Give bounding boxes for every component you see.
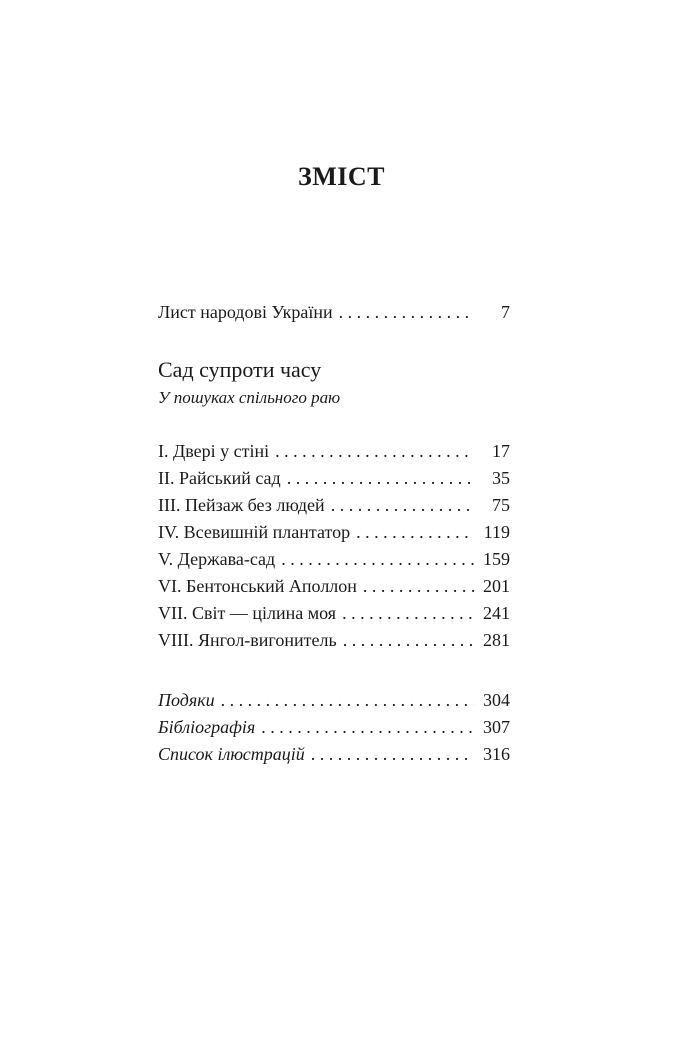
toc-entry-label: IV. Всевишній плантатор xyxy=(158,522,351,542)
toc-entry-page: 119 xyxy=(483,522,510,542)
dot-leader xyxy=(221,687,474,713)
toc-entry-label: Бібліографія xyxy=(158,717,256,737)
dot-leader xyxy=(311,741,474,767)
toc-entry-label: VI. Бентонський Аполлон xyxy=(158,576,357,596)
dot-leader xyxy=(356,519,474,545)
toc-entry-back-matter xyxy=(158,714,510,740)
toc-entry-chapter xyxy=(158,465,510,491)
dot-leader xyxy=(261,714,474,740)
toc-entry-label: III. Пейзаж без людей xyxy=(158,495,325,515)
toc-entry-page: 316 xyxy=(483,744,510,764)
toc-entry-label: Лист народові України xyxy=(158,302,333,322)
dot-leader xyxy=(343,627,474,653)
toc-entry-label: Список ілюстрацій xyxy=(158,744,305,764)
toc-entry-page: 304 xyxy=(483,690,510,710)
toc-entry-page: 241 xyxy=(483,603,510,623)
dot-leader xyxy=(331,492,474,518)
toc-entry-chapter xyxy=(158,519,510,545)
dot-leader xyxy=(281,546,474,572)
toc-entry-label: V. Держава-сад xyxy=(158,549,276,569)
toc-entry-chapter xyxy=(158,492,510,518)
toc-entry-intro xyxy=(158,299,510,325)
page-title: ЗМІСТ xyxy=(298,162,385,191)
toc-entry-chapter xyxy=(158,627,510,653)
toc-entry-label: Подяки xyxy=(158,690,215,710)
toc-entry-back-matter xyxy=(158,741,510,767)
toc-entry-label: II. Райський сад xyxy=(158,468,281,488)
toc-entry-chapter xyxy=(158,438,510,464)
toc-entry-page: 17 xyxy=(492,441,510,461)
dot-leader xyxy=(342,600,474,626)
toc-entry-label: I. Двері у стіні xyxy=(158,441,270,461)
toc-entry-page: 35 xyxy=(492,468,510,488)
toc-entry-page: 75 xyxy=(492,495,510,515)
toc-entry-back-matter xyxy=(158,687,510,713)
toc-entry-page: 201 xyxy=(483,576,510,596)
toc-entry-chapter xyxy=(158,546,510,572)
part-title: Сад супроти часу xyxy=(158,357,322,382)
dot-leader xyxy=(339,299,474,325)
dot-leader xyxy=(363,573,474,599)
toc-entry-page: 159 xyxy=(483,549,510,569)
dot-leader xyxy=(275,438,474,464)
toc-entry-page: 307 xyxy=(483,717,510,737)
toc-entry-label: VIII. Янгол-вигонитель xyxy=(158,630,337,650)
toc-entry-page: 7 xyxy=(501,302,510,322)
dot-leader xyxy=(287,465,474,491)
part-subtitle: У пошуках спільного раю xyxy=(158,388,341,407)
toc-entry-chapter xyxy=(158,600,510,626)
toc-entry-chapter xyxy=(158,573,510,599)
toc-entry-page: 281 xyxy=(483,630,510,650)
toc-entry-label: VII. Світ — цілина моя xyxy=(158,603,337,623)
